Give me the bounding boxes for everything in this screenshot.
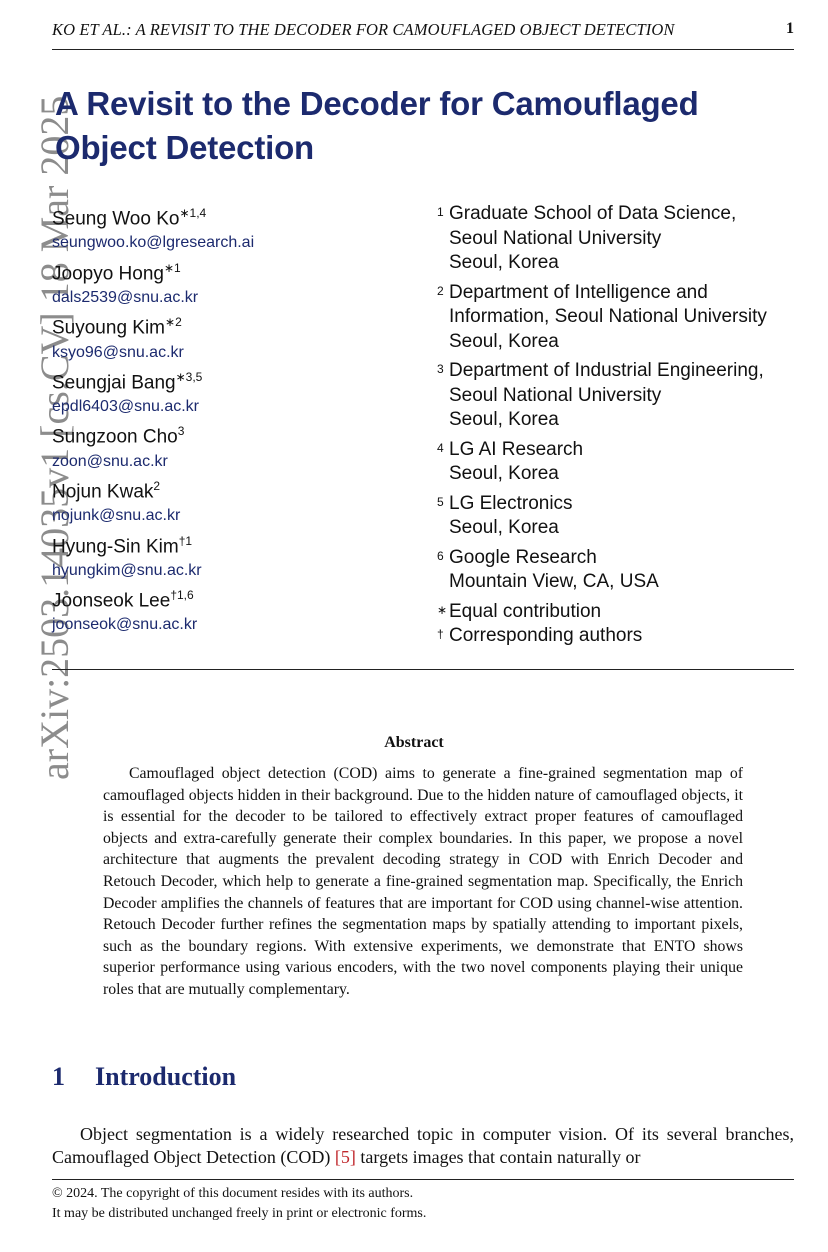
intro-text-continued: targets images that contain naturally or	[355, 1147, 641, 1167]
section-title: Introduction	[95, 1062, 237, 1091]
affiliation-mark: 5	[437, 494, 444, 509]
author-name-text: Seung Woo Ko	[52, 208, 180, 230]
author-name-text: Seungjai Bang	[52, 372, 176, 394]
affiliation-entry	[437, 438, 797, 487]
copyright-line: © 2024. The copyright of this document resides with its authors.	[52, 1186, 414, 1201]
author-email-link[interactable]: seungwoo.ko@lgresearch.ai	[52, 234, 255, 252]
author-name	[52, 528, 432, 560]
affiliation-text: Seoul National University	[449, 384, 662, 406]
author-email-link[interactable]: epdl6403@snu.ac.kr	[52, 398, 199, 416]
author-name-text: Hyung-Sin Kim	[52, 535, 179, 557]
author-entry	[52, 364, 432, 419]
citation-link[interactable]: [5]	[334, 1147, 356, 1167]
affiliation-text: LG Electronics	[449, 492, 573, 514]
affiliation-line	[437, 408, 797, 433]
affiliation-line	[437, 305, 797, 330]
author-affiliation-marks: 3	[177, 424, 185, 439]
affiliation-text: Graduate School of Data Science,	[449, 203, 737, 224]
affiliation-text: Seoul, Korea	[449, 463, 559, 484]
author-name	[52, 309, 432, 341]
author-affiliation-marks: 2	[153, 478, 161, 493]
affiliation-line	[437, 227, 797, 252]
author-email-link[interactable]: hyungkim@snu.ac.kr	[52, 561, 202, 579]
copyright-footer	[52, 1184, 426, 1224]
author-name	[52, 418, 432, 450]
affiliation-line	[437, 546, 797, 571]
affiliation-line	[437, 359, 797, 384]
affiliation-text: Seoul National University	[449, 227, 662, 249]
affiliation-text: Department of Intelligence and	[449, 281, 708, 303]
affiliation-line	[437, 281, 797, 306]
affiliation-mark: 2	[437, 283, 444, 298]
affiliation-mark: 3	[437, 362, 444, 376]
affiliation-entry	[437, 546, 797, 595]
author-affiliation-marks: ∗1	[163, 260, 181, 275]
author-affiliation-marks: †1	[178, 533, 193, 548]
author-entry	[52, 473, 432, 528]
author-entry	[52, 582, 432, 637]
intro-text: Object segmentation is a widely researched topic in computer vision. Of its several branches, Camouflaged Object Detection (COD)	[52, 1124, 794, 1167]
running-header	[52, 20, 794, 44]
author-entry	[52, 528, 432, 583]
header-rule	[52, 49, 794, 50]
author-name	[52, 582, 432, 614]
footnote-legend	[437, 624, 797, 649]
footer-rule	[52, 1179, 794, 1180]
affiliation-text: Seoul, Korea	[449, 409, 559, 430]
author-affiliation-marks: ∗3,5	[175, 369, 203, 384]
affiliation-mark: 1	[437, 205, 444, 219]
author-affiliation-marks: †1,6	[170, 588, 194, 603]
affiliation-line	[437, 438, 797, 463]
author-name	[52, 200, 432, 232]
affiliation-line	[437, 570, 797, 595]
affiliation-mark: 6	[437, 548, 444, 563]
affiliation-text: Mountain View, CA, USA	[449, 571, 659, 592]
abstract-heading: Abstract	[384, 734, 444, 751]
section-number: 1	[52, 1062, 65, 1091]
affiliation-line	[437, 384, 797, 409]
affiliation-text: Seoul, Korea	[449, 252, 559, 273]
affiliation-text: Information, Seoul National University	[449, 306, 767, 327]
arxiv-stamp: arXiv:2503.14035v1 [cs.CV] 18 Mar 2025	[32, 95, 77, 780]
affiliation-text: Google Research	[449, 546, 597, 568]
author-email-link[interactable]: ksyo96@snu.ac.kr	[52, 343, 184, 361]
paper-title: A Revisit to the Decoder for Camouflaged Object Detection	[55, 85, 699, 166]
running-title: KO ET AL.: A REVISIT TO THE DECODER FOR CAMOUFLAGED OBJECT DETECTION	[52, 20, 675, 39]
section-heading-introduction	[52, 1062, 236, 1092]
author-entry	[52, 418, 432, 473]
affiliation-line	[437, 202, 797, 227]
author-list	[52, 200, 432, 637]
author-email-link[interactable]: zoon@snu.ac.kr	[52, 452, 168, 470]
author-name	[52, 473, 432, 505]
footnote-text: Corresponding authors	[449, 625, 643, 646]
footnote-mark: †	[437, 627, 444, 641]
author-affiliation-marks: ∗1,4	[179, 206, 207, 220]
footnote-text: Equal contribution	[449, 600, 602, 622]
author-email-link[interactable]: joonseok@snu.ac.kr	[52, 616, 198, 634]
footnote-mark: ∗	[437, 602, 448, 617]
affiliation-line	[437, 462, 797, 487]
author-name-text: Sungzoon Cho	[52, 426, 178, 448]
affiliation-mark: 4	[437, 440, 444, 455]
affiliation-text: Seoul, Korea	[449, 517, 559, 538]
affiliation-text: Seoul, Korea	[449, 330, 559, 352]
affiliation-line	[437, 516, 797, 541]
author-name-text: Suyoung Kim	[52, 317, 166, 339]
affiliation-line	[437, 330, 797, 355]
affiliation-entry	[437, 359, 797, 433]
affiliation-list	[437, 202, 797, 649]
author-entry	[52, 200, 432, 255]
author-email-link[interactable]: nojunk@snu.ac.kr	[52, 507, 181, 525]
author-entry	[52, 255, 432, 310]
distribution-line: It may be distributed unchanged freely in print or electronic forms.	[52, 1206, 427, 1221]
affiliation-entry	[437, 202, 797, 276]
author-name-text: Joonseok Lee	[52, 590, 171, 612]
introduction-paragraph	[52, 1123, 794, 1169]
footnote-legend	[437, 600, 797, 625]
affiliation-line	[437, 251, 797, 276]
page-number: 1	[786, 20, 794, 37]
affiliation-entry	[437, 492, 797, 541]
affiliation-text: Department of Industrial Engineering,	[449, 360, 764, 381]
affiliation-entry	[437, 281, 797, 355]
affiliation-line	[437, 492, 797, 517]
affiliation-text: LG AI Research	[449, 438, 584, 460]
author-name	[52, 255, 432, 287]
author-name	[52, 364, 432, 396]
author-email-link[interactable]: dals2539@snu.ac.kr	[52, 288, 199, 306]
abstract-body: Camouflaged object detection (COD) aims to generate a fine-grained segmentation map of camouflaged objects hidden in their background. Due to the hidden nature of camouflaged objects, it is essential for the decoder to be tailored to effectively extract proper features of camouflaged objects and extra-carefully generate their complex boundaries. In this paper, we propose a novel architecture that augments the prevalent decoding strategy in COD with Enrich Decoder and Retouch Decoder, which help to generate a fine-grained segmentation map. Specifically, the Enrich Decoder amplifies the channels of features that are important for COD using channel-wise attention. Retouch Decoder further refines the segmentation maps by spatially attending to important pixels, such as the boundary regions. With extensive experiments, we demonstrate that ENTO shows superior performance using various encoders, with the two novel components playing their unique roles that are mutually complementary.	[103, 765, 743, 998]
title-block-rule	[52, 669, 794, 670]
author-name-text: Joopyo Hong	[52, 262, 164, 284]
author-name-text: Nojun Kwak	[52, 481, 154, 503]
author-entry	[52, 309, 432, 364]
author-affiliation-marks: ∗2	[165, 315, 182, 330]
